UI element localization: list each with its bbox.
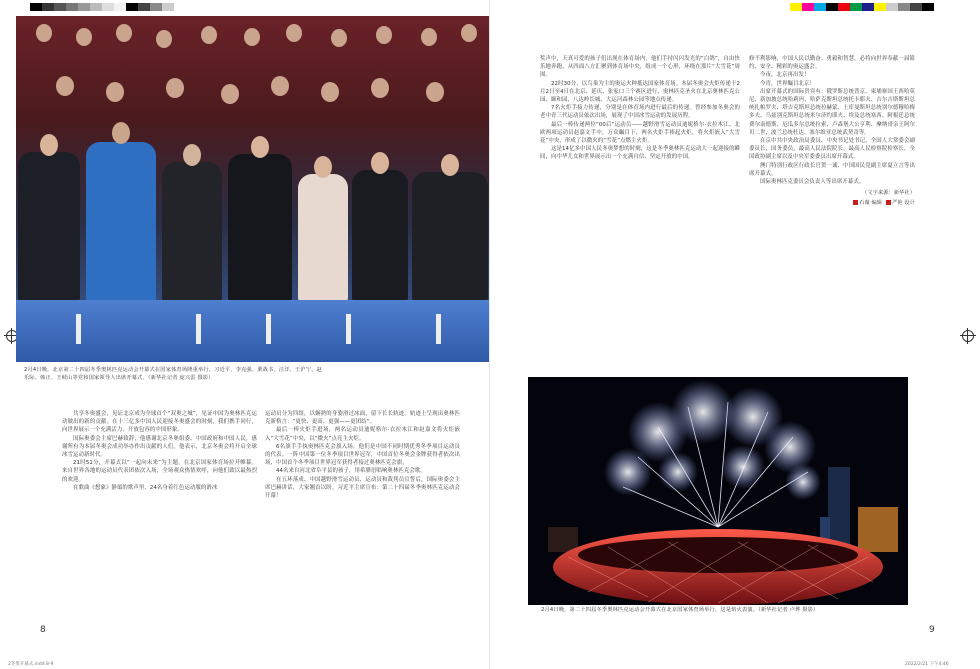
file-timestamp: 2022/2/21 下午4:46	[905, 662, 949, 667]
red-square-icon	[853, 200, 858, 205]
article-column-2	[265, 410, 460, 500]
page-number-left: 8	[40, 625, 46, 635]
stadium-fireworks-photo	[528, 377, 908, 605]
stadium-photo-caption: 2月4日晚，第二十四届冬季奥林匹克运动会开幕式在北京国家体育场举行。这是焰火表演。（新华社记者 卢烨 摄影）	[541, 607, 819, 613]
color-calibration-bar	[30, 3, 174, 11]
paragraph: 在五环落成、中国越野滑雪运动员、运动员和裁判员宣誓后，国际奥委会主席巴赫讲话，大家翘首以盼。习近平主席宣布：第二十四届冬季奥林匹克运动会开幕！	[265, 476, 460, 500]
paragraph: 共享冬奥盛会，见证北京成为全球首个“双奥之城”，见证中国为奥林匹克运动做出的新的贡献。在十三亿多中国人民迎接冬奥盛会的时刻，我们携手同行，向世界展示一个充满活力、开放包容的中国形象。	[62, 411, 257, 434]
paragraph: 44名来自河北省阜平县的孩子，用希腊语唱响奥林匹克会歌。	[276, 468, 426, 475]
paragraph: 7名火炬手接力传递，分别是在体育场内进行最后的传递。曾经参加冬奥会的老中青三代运动员依次出场，展现了中国冰雪运动的发展历程。	[540, 105, 740, 120]
article-column-3	[540, 55, 740, 162]
paragraph: 修不利影响，中国人民以勤奋、勇毅和智慧，必将向世界奉献一届简约、安全、精彩的奥运盛会。	[749, 56, 915, 71]
color-calibration-bar	[790, 3, 934, 11]
paragraph: 最后一棒传递两位“00后”运动员——越野滑雪运动员迪妮格尔·衣拉木江、北欧两项运动员赵嘉文手中，万众瞩目下，两名火炬手捧起火炬，将火炬嵌入“大雪花”中央，形成了以微火的“雪花”点燃主火炬。	[540, 121, 740, 145]
paragraph: 今夜，北京再出发！	[760, 72, 810, 79]
paragraph: 最后一棒火炬手进场，两名运动员迪妮格尔·衣拉木江和赵嘉文将火炬嵌入“大雪花”中央，以“微火”点亮主火炬。	[265, 427, 460, 442]
article-column-1	[62, 410, 257, 492]
paragraph: 在歌曲《想象》静谧的歌声里，24名身着红色运动服的滑冰	[73, 484, 218, 491]
paragraph: 出席开幕式的国际贵宾有：俄罗斯总统普京、柬埔寨国王西哈莫尼、新加坡总统哈莉玛、哈萨克斯坦总统托卡耶夫、吉尔吉斯斯坦总统扎帕罗夫、塔吉克斯坦总统拉赫蒙、土库曼斯坦总统别尔德穆哈梅多夫、乌兹别克斯坦总统米尔济约耶夫、埃及总统塞西、阿根廷总统费尔南德斯、厄瓜多尔总统拉索、卢森堡大公亨利、摩纳哥亲王阿尔贝二世、波兰总统杜达、塞尔维亚总统武契奇等。	[749, 88, 915, 136]
paragraph: 21时51分，开幕式以“一起向未来”为主题，在北京国家体育场拉开帷幕。来自世界各地的运动员代表团依次入场，全场观众热情欢呼，向他们致以最热烈的欢迎。	[62, 460, 257, 483]
paragraph: 奖声中，天真可爱的孩子们出现在体育场内，他们手持闪闪发光的“白鸽”，自由快乐地奔跑，从四面八方汇聚到体育场中央，组成一个心形，环绕在那片“大雪花”周围。	[540, 56, 740, 79]
ceremony-photo-caption: 2月4日晚，北京第二十四届冬季奥林匹克运动会开幕式在国家体育场隆重举行。习近平、李克强、栗战书、汪洋、王沪宁、赵乐际、韩正、王岐山等党和国家领导人出席开幕式。（新华社记者 庞兴雷 摄影）	[24, 367, 322, 381]
source-byline: （文字来源：新华社）	[862, 190, 915, 197]
paragraph: 22时30分，以鸟巢为主的奥运火种抵达国家体育场。本届冬奥会火炬传递于2月2日至4日在北京、延庆、张家口三个赛区进行，奥林匹克圣火在北京奥林匹克公园、颐和园、八达岭长城、大运河森林公园等地点传递。	[540, 80, 740, 104]
paragraph: 6名旗手手执奥林匹克会旗入场，他们是中国不同时期优秀冬季项目运动员的代表。一阵中国第一位冬季项目世界冠军，中国首位冬奥会金牌获得者依次出场，中国首个冬季项目世界冠军获得者接过奥林匹克会旗。	[265, 443, 460, 467]
staff-credit: 石薇 编辑 严艳 设计	[749, 199, 915, 207]
registration-mark-icon	[962, 330, 974, 342]
blue-balcony-rail	[16, 300, 490, 362]
file-slug: 2冬奥开幕式.indd 8-9	[8, 662, 54, 667]
paragraph: 国际奥林匹克委员会负责人等出席开幕式。	[760, 179, 865, 186]
article-column-4	[749, 55, 915, 208]
page-number-right: 9	[929, 625, 935, 635]
paragraph: 运动员分为四组，以娴熟的身姿滑过冰面，留下长长轨迹。轨迹上呈现出奥林匹克新格言：“更快、更高、更强——更团结”。	[265, 411, 460, 426]
ceremony-photo	[16, 16, 490, 362]
paragraph: 在京中共中央政治局委员、中央书记处书记，全国人大常委会副委员长，国务委员，最高人民法院院长，最高人民检察院检察长，全国政协副主席以及中央军委委员出席开幕式。	[749, 138, 915, 161]
paragraph: 今宵，世界瞩目北京！	[760, 80, 815, 87]
paragraph: 国际奥委会主席巴赫致辞，他感谢北京冬奥组委、中国政府和中国人民，感谢所有为本届冬奥会成功举办作出贡献的人们。他表示，北京冬奥会将开启全球冰雪运动新时代。	[62, 435, 257, 459]
red-square-icon	[886, 200, 891, 205]
paragraph: 这是14亿多中国人民冬奥梦想的时刻，这是冬季奥林匹克运动大一起迎接的瞬间，向中华儿女和世界展示出一个充满自信、坚定开放的中国。	[540, 146, 740, 161]
paragraph: 澳门特别行政区行政长官贺一诚、中国国民党副主席夏立言等出席开幕式。	[749, 162, 915, 177]
